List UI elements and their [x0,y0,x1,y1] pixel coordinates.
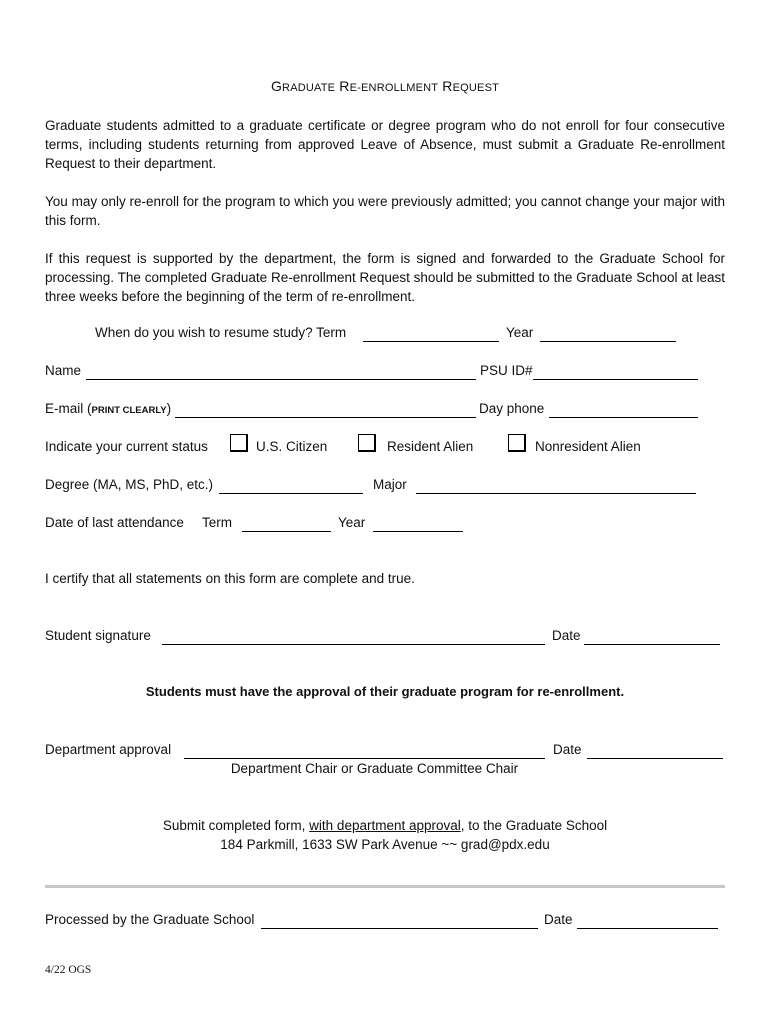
submit-approval-emphasis: with department approval [309,818,461,833]
student-signature-field[interactable] [162,644,545,645]
nonresident-alien-checkbox[interactable] [508,434,526,452]
degree-field[interactable] [219,493,363,494]
psu-id-label: PSU ID# [480,363,533,378]
form-title: GRADUATE RE-ENROLLMENT REQUEST [270,78,500,94]
department-date-field[interactable] [587,758,723,759]
student-date-label: Date [552,628,581,643]
degree-label: Degree (MA, MS, PhD, etc.) [45,477,214,492]
graduate-school-address: 184 Parkmill, 1633 SW Park Avenue ~~ grad@pdx.edu [220,837,550,852]
approval-notice: Students must have the approval of their graduate program for re-enrollment. [145,684,625,699]
us-citizen-label: U.S. Citizen [256,439,328,454]
major-label: Major [373,477,407,492]
certify-statement: I certify that all statements on this form are complete and true. [45,571,415,586]
processed-date-field[interactable] [577,928,718,929]
name-label: Name [45,363,82,378]
resume-year-label: Year [506,325,534,340]
intro-paragraph-3: If this request is supported by the department, the form is signed and forwarded to the Graduate School for processing. The completed Graduate Re-enrollment Request should be submitted to the Graduate School at least three weeks before the beginning of the term of re-enrollment. [45,251,725,304]
department-chair-caption: Department Chair or Graduate Committee Chair [230,761,519,776]
department-date-label: Date [553,742,582,757]
resident-alien-checkbox[interactable] [358,434,376,452]
resident-alien-label: Resident Alien [387,439,474,454]
resume-question-label: When do you wish to resume study? Term [95,325,347,340]
processed-label: Processed by the Graduate School [45,912,255,927]
psu-id-field[interactable] [533,379,698,380]
email-field[interactable] [175,417,476,418]
last-attendance-label: Date of last attendance [45,515,184,530]
status-label: Indicate your current status [45,439,208,454]
email-label: E-mail (PRINT CLEARLY) [45,401,172,416]
us-citizen-checkbox[interactable] [230,434,248,452]
processed-date-label: Date [544,912,573,927]
submit-instructions: Submit completed form, with department approval, to the Graduate School [162,818,608,833]
last-year-label: Year [338,515,366,530]
student-date-field[interactable] [584,644,720,645]
name-field[interactable] [86,379,476,380]
last-term-label: Term [202,515,232,530]
last-year-field[interactable] [373,531,463,532]
form-code: 4/22 OGS [45,964,92,976]
day-phone-label: Day phone [479,401,545,416]
department-approval-field[interactable] [184,758,545,759]
student-signature-label: Student signature [45,628,151,643]
resume-term-field[interactable] [363,341,499,342]
day-phone-field[interactable] [549,417,698,418]
section-divider [45,885,725,888]
nonresident-alien-label: Nonresident Alien [535,439,641,454]
last-term-field[interactable] [242,531,331,532]
resume-year-field[interactable] [540,341,676,342]
processed-field[interactable] [261,928,538,929]
major-field[interactable] [416,493,696,494]
intro-paragraph-1: Graduate students admitted to a graduate certificate or degree program who do not enroll for four consecutive terms, including students returning from approved Leave of Absence, must submit a Graduate Re-enrollment Request to their department. [45,118,725,171]
intro-paragraph-2: You may only re-enroll for the program to which you were previously admitted; you cannot change your major with this form. [45,194,725,228]
department-approval-label: Department approval [45,742,172,757]
